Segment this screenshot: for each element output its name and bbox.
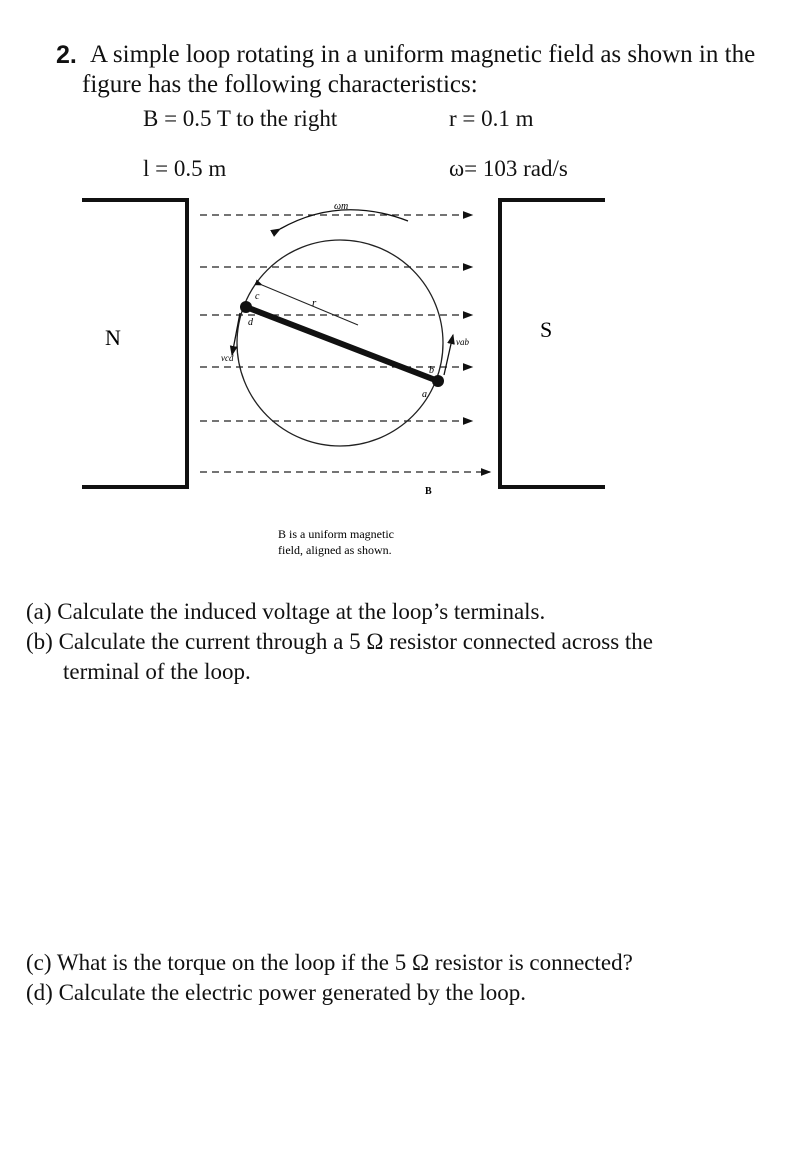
param-b-field: B = 0.5 T to the right xyxy=(143,106,338,131)
north-pole-magnet xyxy=(82,200,187,487)
loop-figure xyxy=(0,185,807,575)
velocity-cd-arrow xyxy=(232,313,240,355)
question-number: 2. xyxy=(56,41,77,69)
part-d: (d) Calculate the electric power generated by the loop. xyxy=(26,980,527,1005)
c-label: c xyxy=(255,291,260,302)
vab-label: vab xyxy=(456,337,469,347)
vcd-label: vcd xyxy=(221,353,234,363)
velocity-ab-arrow xyxy=(444,335,453,375)
b-point-label: b xyxy=(429,365,434,376)
omega-m-label: ωm xyxy=(334,201,349,212)
radius-label: r xyxy=(312,297,317,309)
param-length: l = 0.5 m xyxy=(143,156,227,181)
part-b-line-1: (b) Calculate the current through a 5 Ω resistor connected across the xyxy=(26,629,653,654)
terminal-ab xyxy=(432,375,444,387)
terminal-cd xyxy=(240,301,252,313)
south-pole-magnet xyxy=(500,200,605,487)
part-c: (c) What is the torque on the loop if the 5 Ω resistor is connected? xyxy=(26,950,633,975)
part-a: (a) Calculate the induced voltage at the loop’s terminals. xyxy=(26,599,546,624)
caption-line-2: field, aligned as shown. xyxy=(278,543,392,557)
b-field-label: B xyxy=(425,486,432,497)
question-line-2: figure has the following characteristics: xyxy=(82,71,478,98)
part-b-line-2: terminal of the loop. xyxy=(63,659,251,684)
param-radius: r = 0.1 m xyxy=(449,106,534,131)
rotation-arrow xyxy=(280,210,408,229)
a-label: a xyxy=(422,389,427,400)
north-pole-label: N xyxy=(105,325,121,350)
question-line-1: A simple loop rotating in a uniform magnetic field as shown in the xyxy=(90,41,756,68)
caption-line-1: B is a uniform magnetic xyxy=(278,527,394,541)
param-omega: ω= 103 rad/s xyxy=(449,156,568,181)
d-label: d xyxy=(248,317,253,328)
south-pole-label: S xyxy=(540,317,553,342)
